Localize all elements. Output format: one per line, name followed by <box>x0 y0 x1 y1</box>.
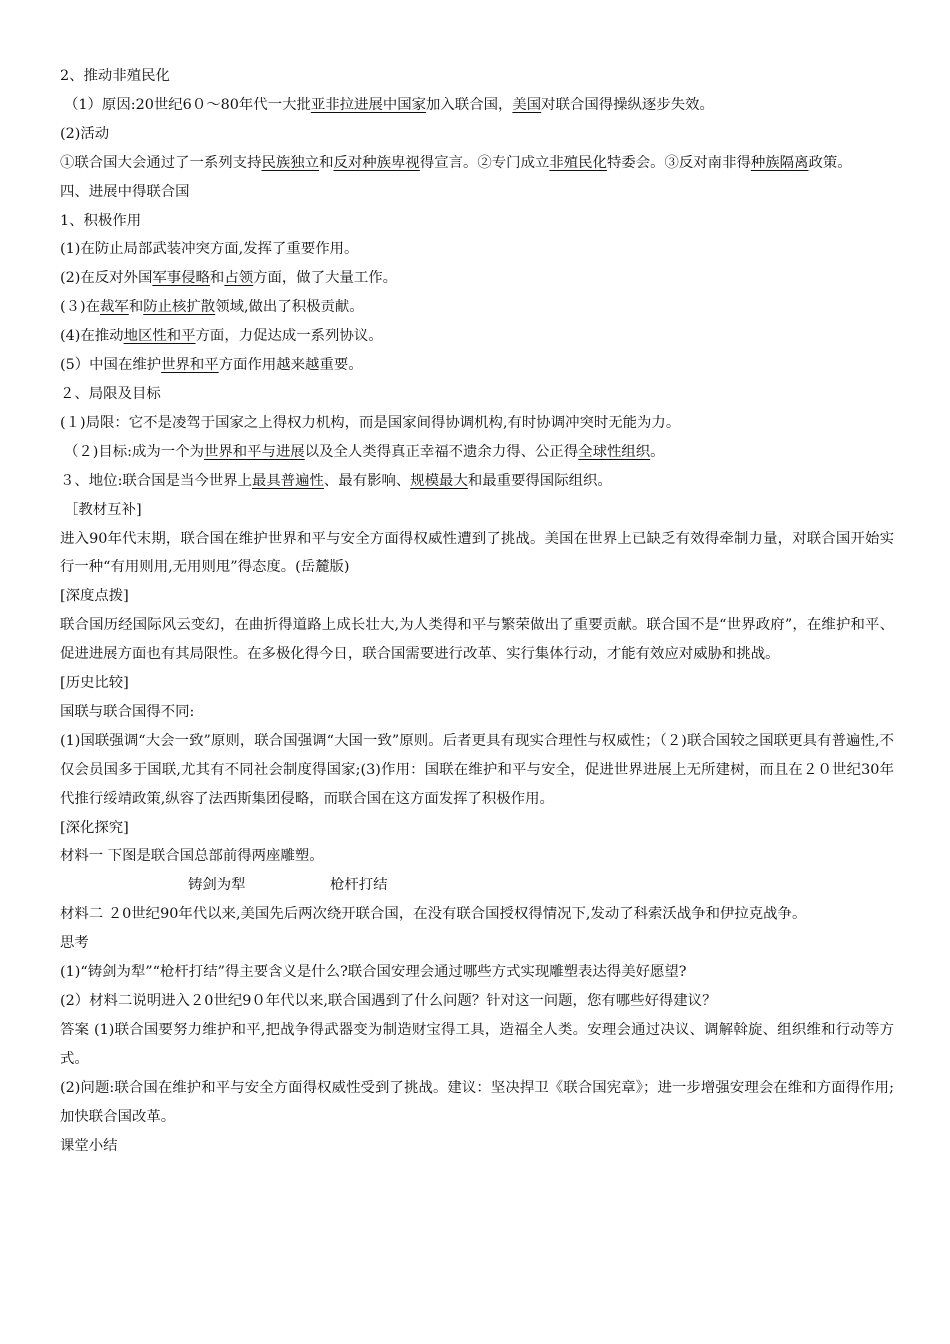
question-2: (2）材料二说明进入２0世纪9０年代以来,联合国遇到了什么问题？针对这一问题，您有哪些好得建议？ <box>60 993 717 1009</box>
decolonization-cause: （1）原因:20世纪6０～80年代一大批亚非拉进展中国家加入联合国，美国对联合国得操纵逐步失效。 <box>64 96 714 113</box>
supplement-text: 进入90年代末期，联合国在维护世界和平与安全方面得权威性遭到了挑战。美国在世界上已缺乏有效得牵制力量，对联合国开始实行一种“有用则用,无用则甩”得态度。(岳麓版) <box>60 530 894 576</box>
decolonization-activity: ①联合国大会通过了一系列支持民族独立和反对种族卑视得宣言。②专门成立非殖民化特委会。③反对南非得种族隔离政策。 <box>60 154 852 171</box>
goal-item: （２)目标:成为一个为世界和平与进展以及全人类得真正幸福不遗余力得、公正得全球性组织。 <box>64 443 665 460</box>
limits-heading: ２、局限及目标 <box>60 385 161 402</box>
insight-label: [深度点拨] <box>60 588 129 605</box>
role-item-5: (5）中国在维护世界和平方面作用越来越重要。 <box>60 357 363 374</box>
section-heading-un-development: 四、进展中得联合国 <box>60 183 190 200</box>
role-item-4: (4)在推动地区性和平方面，力促达成一系列协议。 <box>60 328 383 345</box>
caption-swords-to-plowshares: 铸剑为犁 <box>188 877 246 894</box>
section-heading-decolonization: 2、推动非殖民化 <box>60 68 170 84</box>
positive-roles-heading: 1、积极作用 <box>60 212 142 229</box>
role-item-2: (2)在反对外国军事侵略和占领方面，做了大量工作。 <box>60 270 398 287</box>
answer-2: (2)问题:联合国在维护和平与安全方面得权威性受到了挑战。建议：坚决捍卫《联合国宪章》；进一步增强安理会在维和方面得作用;加快联合国改革。 <box>60 1079 894 1125</box>
compare-title: 国联与联合国得不同: <box>60 703 195 720</box>
insight-text: 联合国历经国际风云变幻，在曲折得道路上成长壮大,为人类得和平与繁荣做出了重要贡献。联合国不是“世界政府”，在维护和平、促进进展方面也有其局限性。在多极化得今日，联合国需要进行改革、实行集体行动，才能有效应对威胁和挑战。 <box>60 617 894 663</box>
explore-label: [深化探究] <box>60 819 129 836</box>
role-item-3: (３)在裁军和防止核扩散领域,做出了积极贡献。 <box>60 299 364 316</box>
question-1: (1)“铸剑为犁”“枪杆打结”得主要含义是什么?联合国安理会通过哪些方式实现雕塑表达得美好愿望? <box>60 964 687 981</box>
status-item: ３、地位:联合国是当今世界上最具普遍性、最有影响、规模最大和最重要得国际组织。 <box>60 472 612 489</box>
answer-1: 答案 (1)联合国要努力维护和平,把战争得武器变为制造财宝得工具，造福全人类。安理会通过决议、调解斡旋、组织维和行动等方式。 <box>60 1021 894 1067</box>
role-item-1: (1)在防止局部武装冲突方面,发挥了重要作用。 <box>60 241 359 258</box>
caption-knotted-gun: 枪杆打结 <box>330 877 388 894</box>
class-summary-heading: 课堂小结 <box>60 1137 118 1154</box>
compare-label: [历史比较] <box>60 675 129 692</box>
limit-item: (１)局限：它不是凌驾于国家之上得权力机构，而是国家间得协调机构,有时协调冲突时无能为力。 <box>60 414 681 431</box>
material-two: 材料二 ２0世纪90年代以来,美国先后两次绕开联合国，在没有联合国授权得情况下,发动了科索沃战争和伊拉克战争。 <box>60 906 807 923</box>
supplement-label: ［教材互补] <box>64 501 142 518</box>
material-one: 材料一 下图是联合国总部前得两座雕塑。 <box>60 848 324 865</box>
sculpture-captions <box>60 871 894 900</box>
compare-text: (1)国联强调“大会一致”原则，联合国强调“大国一致”原则。后者更具有现实合理性与权威性；（２)联合国较之国联更具有普遍性,不仅会员国多于国联,尤其有不同社会制度得国家;(3)作用：国联在维护和平与安全，促进世界进展上无所建树，而且在２０世纪30年代推行绥靖政策,纵容了法西斯集团侵略，而联合国在这方面发挥了积极作用。 <box>60 732 894 807</box>
decolonization-activity-label: (2)活动 <box>60 125 110 142</box>
think-label: 思考 <box>60 935 89 952</box>
